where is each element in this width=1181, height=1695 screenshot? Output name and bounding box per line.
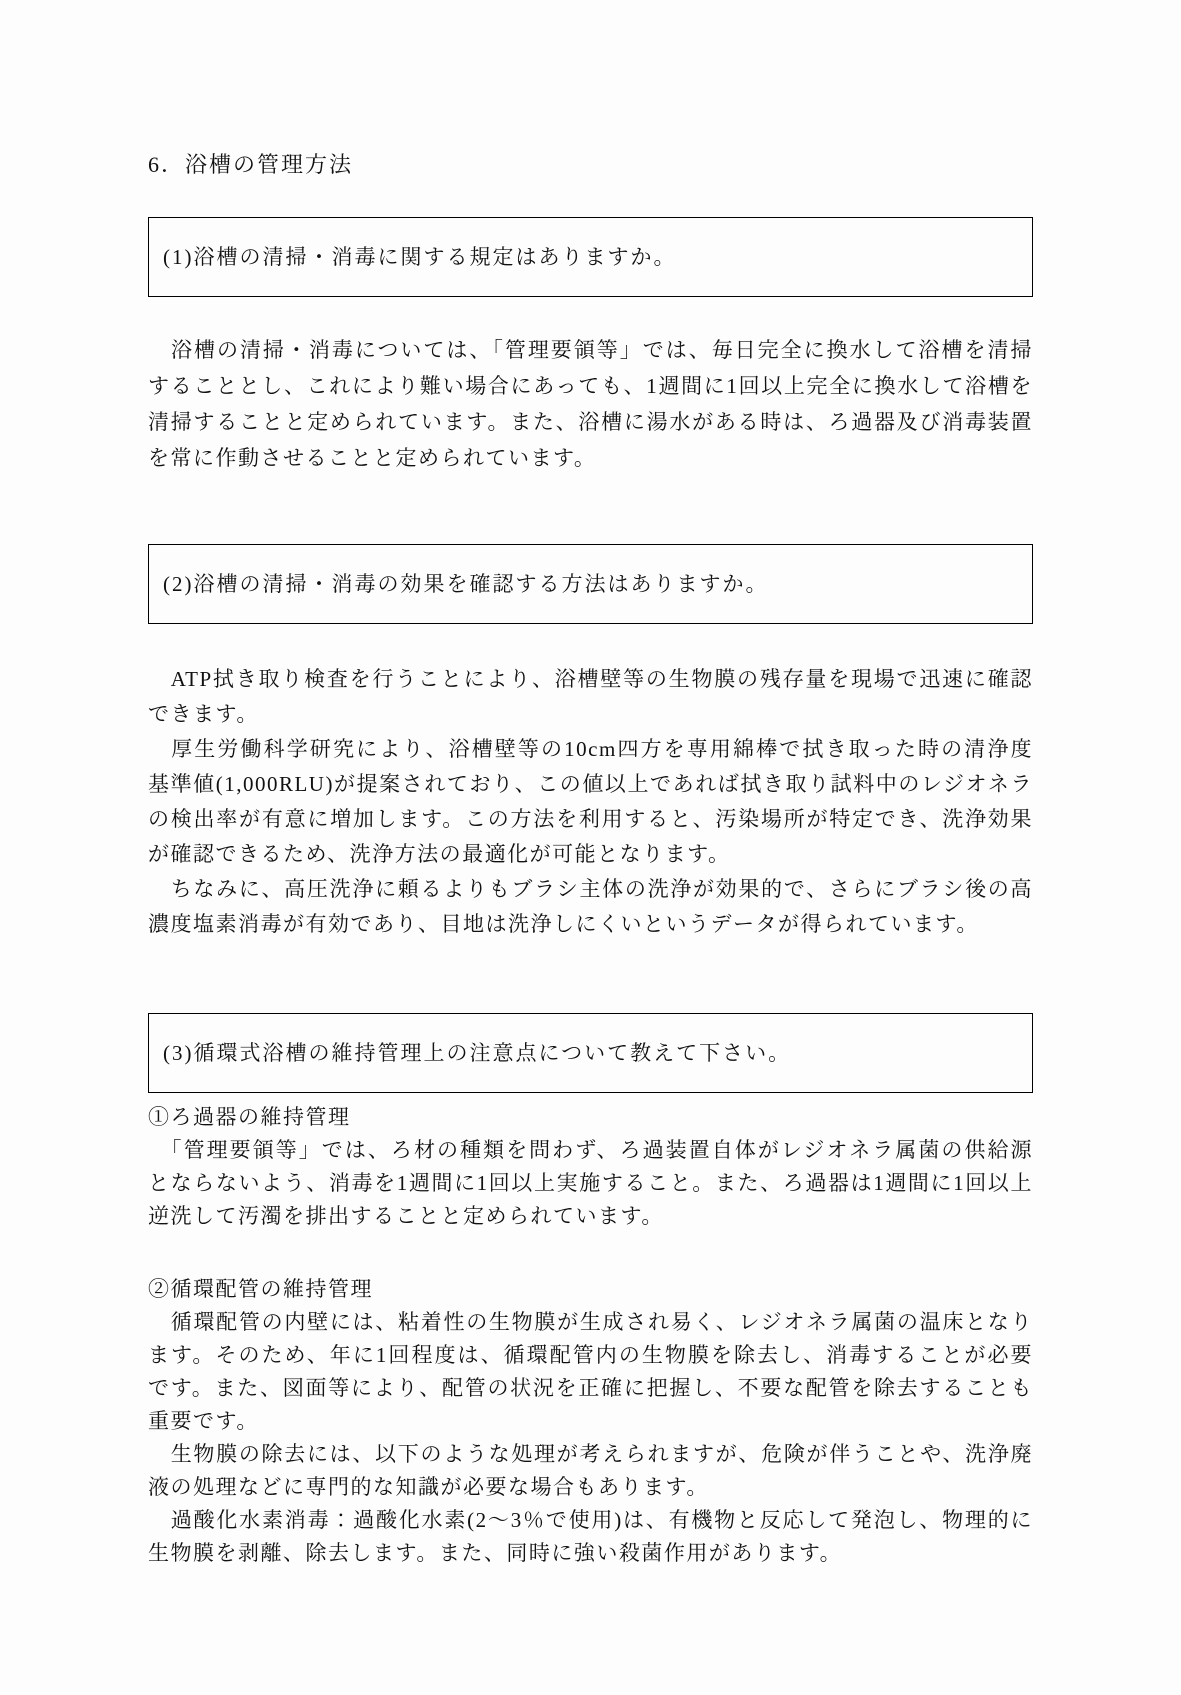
subsection-2-paragraph-3: 過酸化水素消毒：過酸化水素(2～3％で使用)は、有機物と反応して発泡し、物理的に生物膜を剥離、除去します。また、同時に強い殺菌作用があります。 — [148, 1508, 1033, 1565]
answer-2-paragraph-1: ATP拭き取り検査を行うことにより、浴槽壁等の生物膜の残存量を現場で迅速に確認できます。 — [148, 667, 1033, 726]
answer-2-paragraph-3: ちなみに、高圧洗浄に頼るよりもブラシ主体の洗浄が効果的で、さらにブラシ後の高濃度塩素消毒が有効であり、目地は洗浄しにくいというデータが得られています。 — [148, 877, 1033, 936]
subsection-2-paragraph-1: 循環配管の内壁には、粘着性の生物膜が生成され易く、レジオネラ属菌の温床となります。そのため、年に1回程度は、循環配管内の生物膜を除去し、消毒することが必要です。また、図面等により、配管の状況を正確に把握し、不要な配管を除去することも重要です。 — [148, 1310, 1033, 1433]
question-2-text: (2)浴槽の清掃・消毒の効果を確認する方法はありますか。 — [163, 572, 769, 596]
page-title: 6．浴槽の管理方法 — [148, 152, 354, 177]
question-box-3 — [148, 1013, 1033, 1093]
subsection-1-paragraph: 「管理要領等」では、ろ材の種類を問わず、ろ過装置自体がレジオネラ属菌の供給源とならないよう、消毒を1週間に1回以上実施すること。また、ろ過器は1週間に1回以上逆洗して汚濁を排出することと定められています。 — [148, 1138, 1033, 1228]
subsection-2-paragraph-2: 生物膜の除去には、以下のような処理が考えられますが、危険が伴うことや、洗浄廃液の処理などに専門的な知識が必要な場合もあります。 — [148, 1442, 1033, 1499]
answer-1-paragraph: 浴槽の清掃・消毒については、「管理要領等」では、毎日完全に換水して浴槽を清掃することとし、これにより難い場合にあっても、1週間に1回以上完全に換水して浴槽を清掃することと定められています。また、浴槽に湯水がある時は、ろ過器及び消毒装置を常に作動させることと定められています。 — [148, 338, 1033, 470]
answer-2-paragraph-2: 厚生労働科学研究により、浴槽壁等の10cm四方を専用綿棒で拭き取った時の清浄度基準値(1,000RLU)が提案されており、この値以上であれば拭き取り試料中のレジオネラの検出率が有意に増加します。この方法を利用すると、汚染場所が特定でき、洗浄効果が確認できるため、洗浄方法の最適化が可能となります。 — [148, 737, 1033, 866]
question-1-text: (1)浴槽の清掃・消毒に関する規定はありますか。 — [163, 245, 677, 269]
question-3-text: (3)循環式浴槽の維持管理上の注意点について教えて下さい。 — [163, 1041, 792, 1065]
subsection-2-heading: ②循環配管の維持管理 — [148, 1277, 373, 1301]
question-box-1 — [148, 217, 1033, 297]
question-box-2 — [148, 544, 1033, 624]
subsection-1-heading: ①ろ過器の維持管理 — [148, 1105, 351, 1129]
